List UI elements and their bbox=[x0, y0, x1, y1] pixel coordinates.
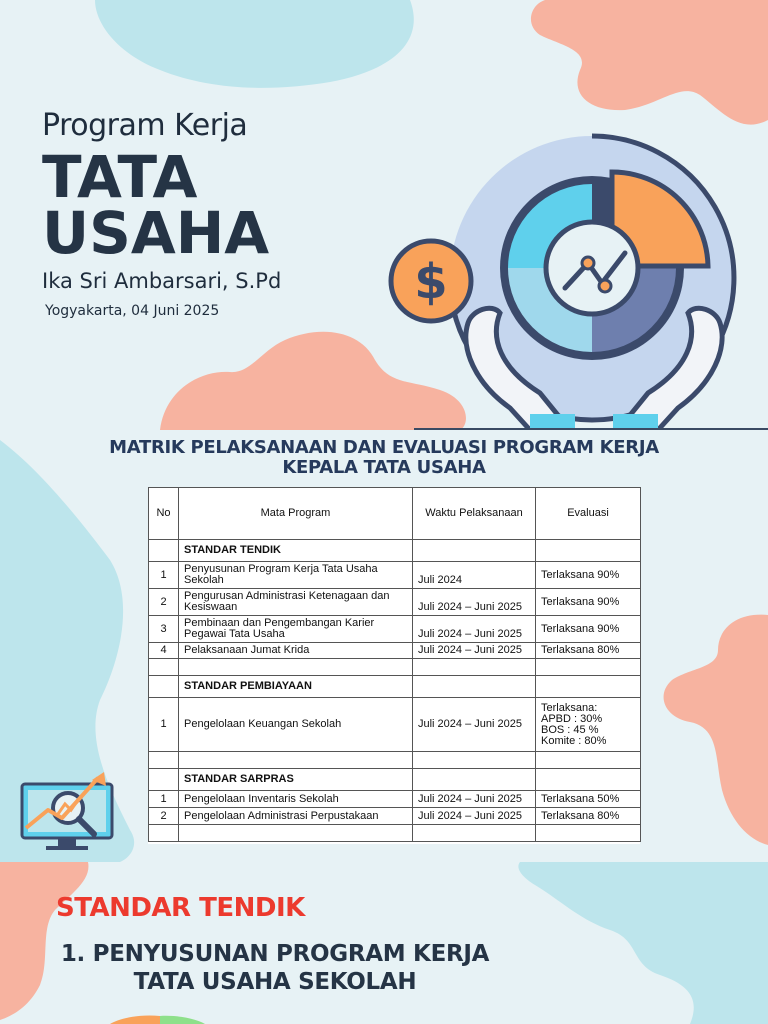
row-program: Pelaksanaan Jumat Krida bbox=[179, 643, 413, 659]
top-blue-blob bbox=[95, 0, 414, 88]
header-no: No bbox=[149, 488, 179, 540]
place-date: Yogyakarta, 04 Juni 2025 bbox=[45, 303, 220, 319]
right-peach-blob bbox=[664, 615, 768, 845]
row-evaluation: Terlaksana 50% bbox=[536, 791, 641, 808]
row-program: Pembinaan dan Pengembangan Karier Pegawai Tata Usaha bbox=[179, 616, 413, 643]
section-name: STANDAR SARPRAS bbox=[179, 769, 413, 791]
row-no: 1 bbox=[149, 791, 179, 808]
row-evaluation: Terlaksana 90% bbox=[536, 589, 641, 616]
row-no: 2 bbox=[149, 808, 179, 825]
row-time: Juli 2024 – Juni 2025 bbox=[413, 589, 536, 616]
section-title: STANDAR TENDIK bbox=[56, 893, 305, 923]
row-time: Juli 2024 bbox=[413, 562, 536, 589]
row-program: Pengelolaan Inventaris Sekolah bbox=[179, 791, 413, 808]
row-evaluation: Terlaksana 90% bbox=[536, 562, 641, 589]
cover-title-line1: TATA bbox=[42, 143, 198, 211]
row-time: Juli 2024 – Juni 2025 bbox=[413, 616, 536, 643]
table-row bbox=[149, 808, 641, 825]
bottom-green-blob bbox=[160, 1016, 205, 1024]
matrix-table-wrapper bbox=[148, 487, 640, 844]
row-evaluation: Terlaksana: APBD : 30% BOS : 45 % Komite : 80% bbox=[536, 698, 641, 752]
table-row bbox=[149, 616, 641, 643]
section-name: STANDAR PEMBIAYAAN bbox=[179, 676, 413, 698]
table-row bbox=[149, 589, 641, 616]
row-time: Juli 2024 – Juni 2025 bbox=[413, 808, 536, 825]
matrix-title bbox=[60, 438, 708, 478]
matrix-title-line2: KEPALA TATA USAHA bbox=[282, 457, 486, 478]
row-time: Juli 2024 – Juni 2025 bbox=[413, 698, 536, 752]
cover-label: Program Kerja bbox=[42, 108, 248, 143]
dollar-coin-icon bbox=[386, 236, 476, 326]
bottom-yellow-blob bbox=[110, 1015, 160, 1024]
row-no: 1 bbox=[149, 562, 179, 589]
matrix-title-line1: MATRIK PELAKSANAAN DAN EVALUASI PROGRAM KERJA bbox=[109, 437, 659, 458]
spacer-row bbox=[149, 825, 641, 842]
svg-text:$: $ bbox=[414, 254, 448, 310]
row-no: 1 bbox=[149, 698, 179, 752]
row-no: 2 bbox=[149, 589, 179, 616]
author-name: Ika Sri Ambarsari, S.Pd bbox=[42, 269, 282, 293]
row-evaluation: Terlaksana 80% bbox=[536, 643, 641, 659]
section-name: STANDAR TENDIK bbox=[179, 540, 413, 562]
row-program: Pengelolaan Administrasi Perpustakaan bbox=[179, 808, 413, 825]
header-time: Waktu Pelaksanaan bbox=[413, 488, 536, 540]
row-evaluation: Terlaksana 90% bbox=[536, 616, 641, 643]
spacer-row bbox=[149, 659, 641, 676]
section-row bbox=[149, 540, 641, 562]
row-no: 4 bbox=[149, 643, 179, 659]
table-header-row bbox=[149, 488, 641, 540]
cover-title-line2: USAHA bbox=[42, 199, 270, 267]
top-right-peach-blob bbox=[531, 0, 768, 125]
header-program: Mata Program bbox=[179, 488, 413, 540]
row-time: Juli 2024 – Juni 2025 bbox=[413, 791, 536, 808]
row-no: 3 bbox=[149, 616, 179, 643]
table-row bbox=[149, 791, 641, 808]
bottom-right-blue-blob bbox=[518, 862, 768, 1024]
row-time: Juli 2024 – Juni 2025 bbox=[413, 643, 536, 659]
table-row bbox=[149, 698, 641, 752]
section-item-line1: 1. PENYUSUNAN PROGRAM KERJA bbox=[60, 941, 490, 967]
table-row bbox=[149, 643, 641, 659]
section-row bbox=[149, 769, 641, 791]
monitor-analytics-icon bbox=[18, 770, 118, 854]
row-evaluation: Terlaksana 80% bbox=[536, 808, 641, 825]
row-program: Pengelolaan Keuangan Sekolah bbox=[179, 698, 413, 752]
row-program: Penyusunan Program Kerja Tata Usaha Sekolah bbox=[179, 562, 413, 589]
section-row bbox=[149, 676, 641, 698]
matrix-table bbox=[148, 487, 641, 842]
section-item-title bbox=[40, 940, 510, 996]
spacer-row bbox=[149, 752, 641, 769]
section-item-line2: TATA USAHA SEKOLAH bbox=[133, 969, 417, 995]
header-evaluation: Evaluasi bbox=[536, 488, 641, 540]
table-row bbox=[149, 562, 641, 589]
divider-line bbox=[414, 428, 768, 430]
cover-title-block bbox=[42, 108, 281, 293]
row-program: Pengurusan Administrasi Ketenagaan dan Kesiswaan bbox=[179, 589, 413, 616]
